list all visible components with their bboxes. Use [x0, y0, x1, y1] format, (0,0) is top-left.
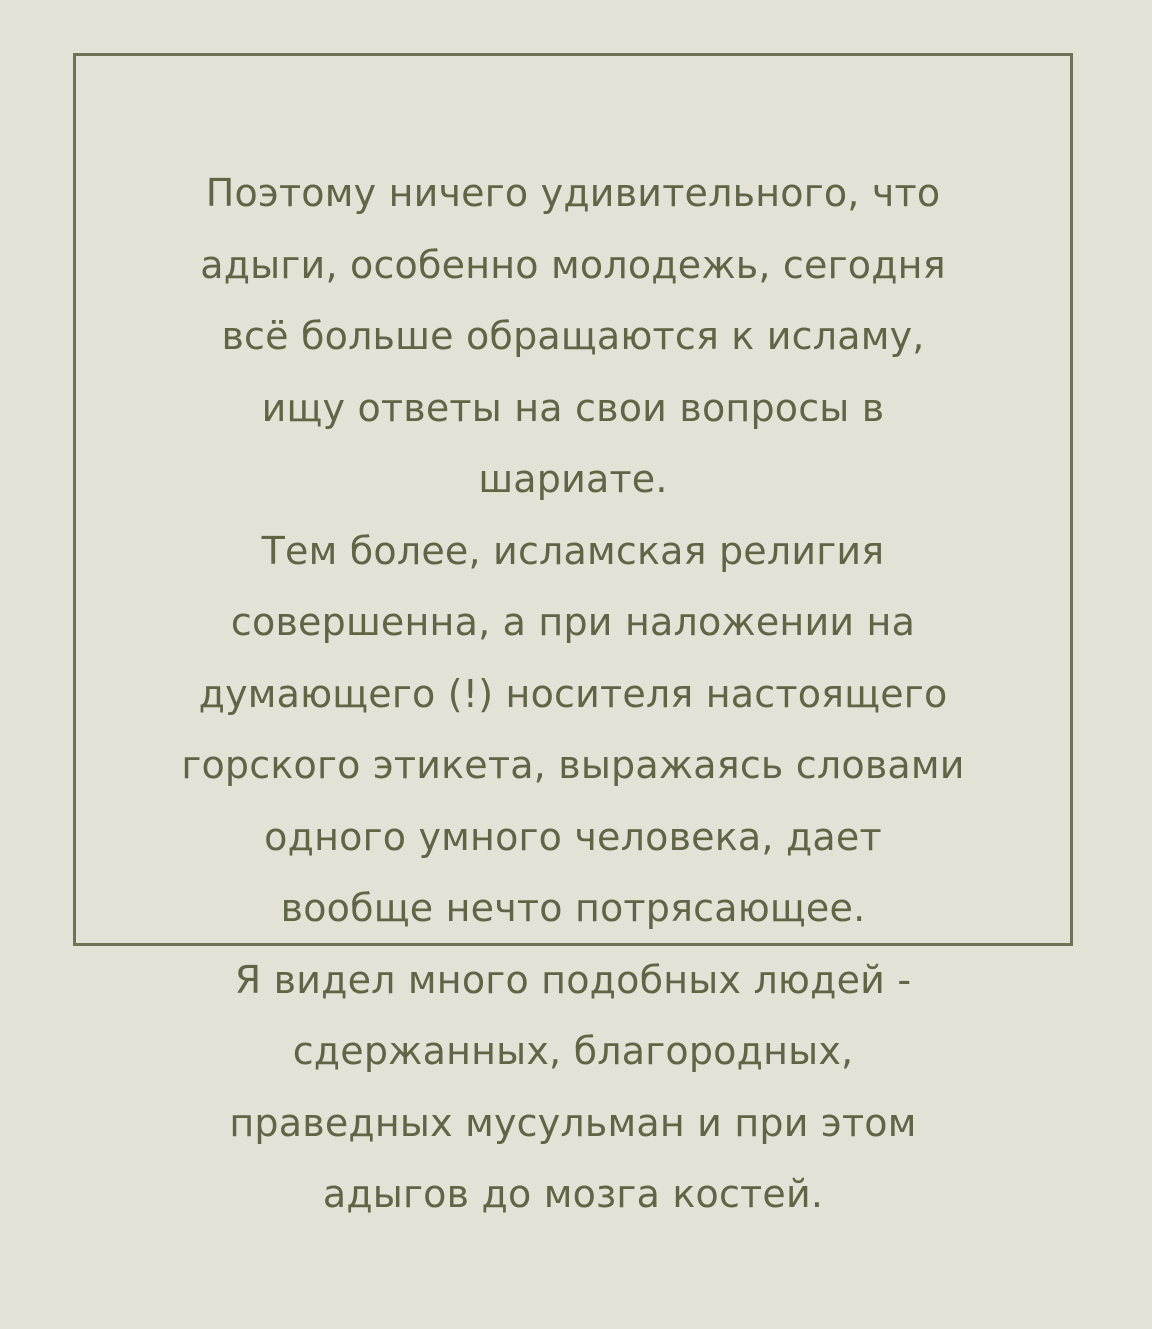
text-line-1: Поэтому ничего удивительного, что [205, 171, 941, 215]
text-line-4: ищу ответы на свои вопросы в [261, 385, 885, 430]
text-line-12: Я видел много подобных людей - [234, 957, 912, 1002]
text-frame [73, 53, 1073, 1216]
text-line-9: горского этикета, выражаясь словами [181, 743, 965, 787]
text-line-2: адыги, особенно молодежь, сегодня [200, 242, 946, 287]
text-line-11: вообще нечто потрясающее. [280, 886, 866, 930]
text-line-10: одного умного человека, дает [264, 814, 882, 859]
text-line-15: адыгов до мозга костей. [322, 1172, 824, 1216]
text-line-14: праведных мусульман и при этом [229, 1100, 917, 1145]
text-line-5: шариате. [478, 457, 668, 501]
text-line-6: Тем более, исламская религия [261, 528, 885, 573]
text-line-7: совершенна, а при наложении на [230, 600, 916, 644]
text-line-8: думающего (!) носителя настоящего [198, 671, 948, 716]
text-line-3: всё больше обращаются к исламу, [221, 314, 925, 358]
quote-text [76, 158, 1070, 1231]
text-line-13: сдержанных, благородных, [292, 1029, 854, 1073]
